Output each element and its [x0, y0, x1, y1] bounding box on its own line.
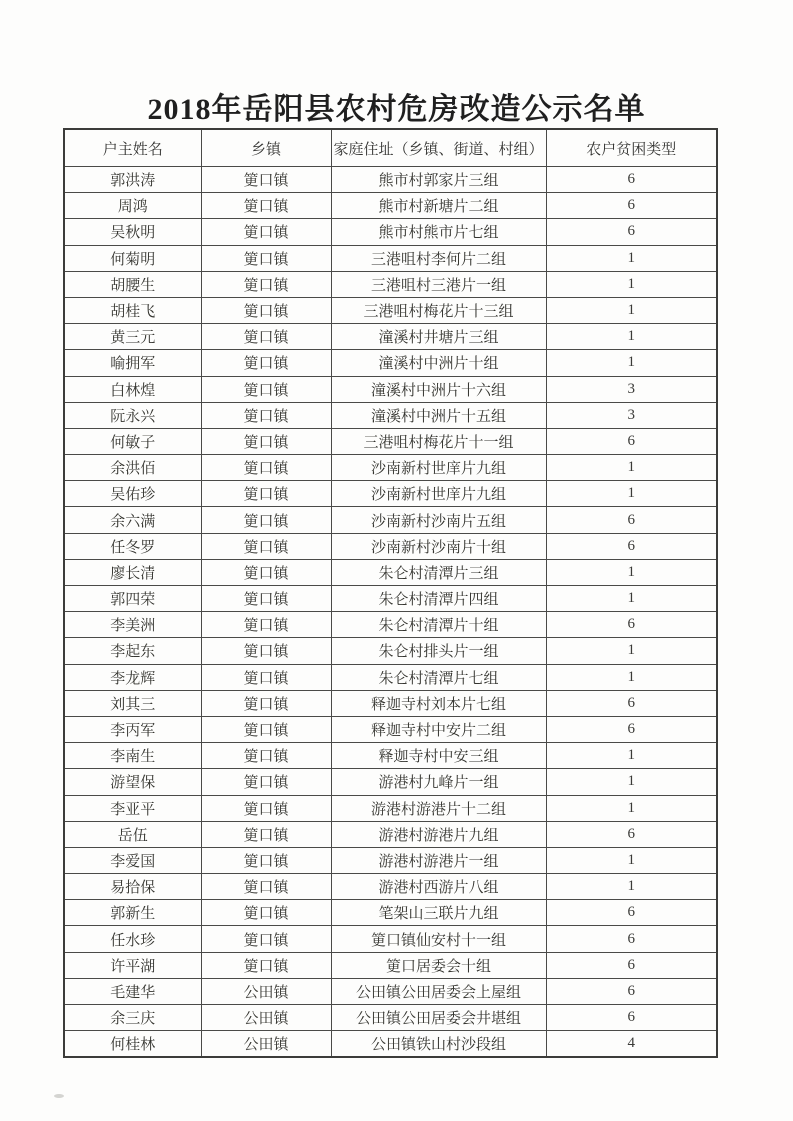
cell-householder-name: 李亚平 — [64, 795, 201, 821]
cell-home-address: 三港咀村梅花片十一组 — [331, 428, 546, 454]
cell-poverty-type: 1 — [546, 664, 717, 690]
table-row — [64, 1031, 717, 1058]
cell-home-address: 游港村九峰片一组 — [331, 769, 546, 795]
table-row — [64, 874, 717, 900]
cell-poverty-type: 1 — [546, 847, 717, 873]
cell-township: 筻口镇 — [201, 245, 331, 271]
cell-township: 筻口镇 — [201, 297, 331, 323]
cell-home-address: 朱仑村清潭片四组 — [331, 586, 546, 612]
cell-poverty-type: 6 — [546, 533, 717, 559]
cell-poverty-type: 1 — [546, 245, 717, 271]
cell-householder-name: 李丙军 — [64, 716, 201, 742]
table-row — [64, 664, 717, 690]
column-header-householder-name: 户主姓名 — [64, 129, 201, 167]
cell-home-address: 笔架山三联片九组 — [331, 900, 546, 926]
cell-township: 筻口镇 — [201, 821, 331, 847]
cell-township: 筻口镇 — [201, 350, 331, 376]
cell-poverty-type: 6 — [546, 900, 717, 926]
table-row — [64, 690, 717, 716]
cell-poverty-type: 6 — [546, 219, 717, 245]
cell-poverty-type: 3 — [546, 376, 717, 402]
cell-householder-name: 易拾保 — [64, 874, 201, 900]
cell-householder-name: 余六满 — [64, 507, 201, 533]
table-body — [64, 167, 717, 1058]
cell-householder-name: 李龙辉 — [64, 664, 201, 690]
cell-poverty-type: 1 — [546, 874, 717, 900]
cell-householder-name: 李南生 — [64, 743, 201, 769]
cell-householder-name: 黄三元 — [64, 324, 201, 350]
table-row — [64, 297, 717, 323]
cell-poverty-type: 1 — [546, 350, 717, 376]
cell-householder-name: 廖长清 — [64, 559, 201, 585]
cell-township: 公田镇 — [201, 978, 331, 1004]
cell-township: 公田镇 — [201, 1031, 331, 1058]
cell-householder-name: 郭四荣 — [64, 586, 201, 612]
cell-householder-name: 毛建华 — [64, 978, 201, 1004]
table-row — [64, 559, 717, 585]
table-row — [64, 481, 717, 507]
cell-householder-name: 吴秋明 — [64, 219, 201, 245]
cell-home-address: 沙南新村沙南片十组 — [331, 533, 546, 559]
cell-householder-name: 李美洲 — [64, 612, 201, 638]
cell-poverty-type: 1 — [546, 586, 717, 612]
table-row — [64, 769, 717, 795]
cell-home-address: 筻口居委会十组 — [331, 952, 546, 978]
cell-poverty-type: 6 — [546, 1005, 717, 1031]
table-row — [64, 926, 717, 952]
cell-township: 筻口镇 — [201, 402, 331, 428]
cell-home-address: 释迦寺村中安片二组 — [331, 716, 546, 742]
cell-home-address: 游港村西游片八组 — [331, 874, 546, 900]
cell-poverty-type: 6 — [546, 428, 717, 454]
cell-township: 筻口镇 — [201, 271, 331, 297]
cell-poverty-type: 1 — [546, 271, 717, 297]
cell-township: 筻口镇 — [201, 716, 331, 742]
column-header-home-address: 家庭住址（乡镇、街道、村组） — [331, 129, 546, 167]
cell-home-address: 潼溪村中洲片十六组 — [331, 376, 546, 402]
cell-poverty-type: 1 — [546, 638, 717, 664]
cell-township: 筻口镇 — [201, 743, 331, 769]
table-row — [64, 612, 717, 638]
cell-home-address: 沙南新村沙南片五组 — [331, 507, 546, 533]
table-row — [64, 428, 717, 454]
table-row — [64, 847, 717, 873]
cell-township: 筻口镇 — [201, 507, 331, 533]
table-row — [64, 978, 717, 1004]
cell-home-address: 释迦寺村刘本片七组 — [331, 690, 546, 716]
cell-township: 筻口镇 — [201, 690, 331, 716]
cell-poverty-type: 1 — [546, 743, 717, 769]
cell-township: 筻口镇 — [201, 324, 331, 350]
cell-householder-name: 阮永兴 — [64, 402, 201, 428]
cell-poverty-type: 1 — [546, 559, 717, 585]
table-row — [64, 219, 717, 245]
table-row — [64, 1005, 717, 1031]
cell-householder-name: 周鸿 — [64, 193, 201, 219]
cell-home-address: 公田镇公田居委会上屋组 — [331, 978, 546, 1004]
cell-home-address: 潼溪村中洲片十五组 — [331, 402, 546, 428]
cell-home-address: 三港咀村三港片一组 — [331, 271, 546, 297]
cell-home-address: 释迦寺村中安三组 — [331, 743, 546, 769]
cell-householder-name: 何敏子 — [64, 428, 201, 454]
cell-householder-name: 郭新生 — [64, 900, 201, 926]
cell-poverty-type: 6 — [546, 926, 717, 952]
cell-householder-name: 刘其三 — [64, 690, 201, 716]
cell-poverty-type: 6 — [546, 167, 717, 193]
cell-householder-name: 任冬罗 — [64, 533, 201, 559]
table-row — [64, 455, 717, 481]
table-row — [64, 586, 717, 612]
cell-home-address: 沙南新村世庠片九组 — [331, 455, 546, 481]
table-row — [64, 795, 717, 821]
table-row — [64, 167, 717, 193]
cell-township: 筻口镇 — [201, 455, 331, 481]
cell-township: 筻口镇 — [201, 481, 331, 507]
housing-renovation-table — [63, 128, 718, 1058]
cell-township: 筻口镇 — [201, 900, 331, 926]
cell-home-address: 游港村游港片九组 — [331, 821, 546, 847]
cell-township: 筻口镇 — [201, 874, 331, 900]
cell-township: 筻口镇 — [201, 952, 331, 978]
cell-householder-name: 李爱国 — [64, 847, 201, 873]
cell-home-address: 朱仑村排头片一组 — [331, 638, 546, 664]
cell-poverty-type: 1 — [546, 481, 717, 507]
cell-township: 筻口镇 — [201, 926, 331, 952]
table-row — [64, 900, 717, 926]
cell-poverty-type: 1 — [546, 324, 717, 350]
cell-home-address: 朱仑村清潭片三组 — [331, 559, 546, 585]
cell-home-address: 游港村游港片一组 — [331, 847, 546, 873]
cell-poverty-type: 6 — [546, 507, 717, 533]
cell-householder-name: 胡腰生 — [64, 271, 201, 297]
cell-township: 筻口镇 — [201, 533, 331, 559]
cell-poverty-type: 1 — [546, 297, 717, 323]
cell-township: 筻口镇 — [201, 847, 331, 873]
cell-home-address: 三港咀村梅花片十三组 — [331, 297, 546, 323]
cell-poverty-type: 6 — [546, 690, 717, 716]
cell-poverty-type: 3 — [546, 402, 717, 428]
cell-home-address: 熊市村郭家片三组 — [331, 167, 546, 193]
table-row — [64, 245, 717, 271]
cell-home-address: 朱仑村清潭片七组 — [331, 664, 546, 690]
table-row — [64, 402, 717, 428]
cell-householder-name: 许平湖 — [64, 952, 201, 978]
table-row — [64, 507, 717, 533]
table-row — [64, 743, 717, 769]
table-row — [64, 638, 717, 664]
table-row — [64, 350, 717, 376]
cell-poverty-type: 1 — [546, 769, 717, 795]
cell-householder-name: 何菊明 — [64, 245, 201, 271]
cell-householder-name: 任水珍 — [64, 926, 201, 952]
cell-home-address: 沙南新村世庠片九组 — [331, 481, 546, 507]
cell-home-address: 潼溪村井塘片三组 — [331, 324, 546, 350]
table-row — [64, 533, 717, 559]
table-row — [64, 716, 717, 742]
cell-home-address: 朱仑村清潭片十组 — [331, 612, 546, 638]
scan-artifact — [54, 1094, 64, 1098]
cell-township: 筻口镇 — [201, 664, 331, 690]
cell-home-address: 熊市村新塘片二组 — [331, 193, 546, 219]
cell-householder-name: 郭洪涛 — [64, 167, 201, 193]
cell-poverty-type: 1 — [546, 795, 717, 821]
cell-township: 筻口镇 — [201, 193, 331, 219]
cell-householder-name: 李起东 — [64, 638, 201, 664]
cell-poverty-type: 6 — [546, 821, 717, 847]
cell-poverty-type: 6 — [546, 716, 717, 742]
cell-householder-name: 余洪佰 — [64, 455, 201, 481]
cell-township: 公田镇 — [201, 1005, 331, 1031]
cell-township: 筻口镇 — [201, 219, 331, 245]
column-header-poverty-type: 农户贫困类型 — [546, 129, 717, 167]
cell-township: 筻口镇 — [201, 769, 331, 795]
table-header-row — [64, 129, 717, 167]
cell-poverty-type: 1 — [546, 455, 717, 481]
cell-township: 筻口镇 — [201, 795, 331, 821]
table-row — [64, 193, 717, 219]
cell-poverty-type: 6 — [546, 978, 717, 1004]
cell-home-address: 游港村游港片十二组 — [331, 795, 546, 821]
cell-home-address: 筻口镇仙安村十一组 — [331, 926, 546, 952]
table-row — [64, 952, 717, 978]
column-header-township: 乡镇 — [201, 129, 331, 167]
cell-poverty-type: 4 — [546, 1031, 717, 1058]
cell-householder-name: 胡桂飞 — [64, 297, 201, 323]
cell-householder-name: 余三庆 — [64, 1005, 201, 1031]
cell-home-address: 潼溪村中洲片十组 — [331, 350, 546, 376]
cell-poverty-type: 6 — [546, 952, 717, 978]
cell-householder-name: 喻拥军 — [64, 350, 201, 376]
cell-township: 筻口镇 — [201, 559, 331, 585]
cell-householder-name: 岳伍 — [64, 821, 201, 847]
table-row — [64, 324, 717, 350]
table-row — [64, 376, 717, 402]
table-row — [64, 271, 717, 297]
cell-poverty-type: 6 — [546, 193, 717, 219]
cell-township: 筻口镇 — [201, 638, 331, 664]
cell-home-address: 公田镇铁山村沙段组 — [331, 1031, 546, 1058]
cell-home-address: 三港咀村李何片二组 — [331, 245, 546, 271]
cell-home-address: 熊市村熊市片七组 — [331, 219, 546, 245]
cell-householder-name: 游望保 — [64, 769, 201, 795]
cell-township: 筻口镇 — [201, 612, 331, 638]
cell-township: 筻口镇 — [201, 167, 331, 193]
page-title: 2018年岳阳县农村危房改造公示名单 — [147, 93, 646, 126]
cell-home-address: 公田镇公田居委会井堪组 — [331, 1005, 546, 1031]
table-row — [64, 821, 717, 847]
cell-township: 筻口镇 — [201, 376, 331, 402]
cell-poverty-type: 6 — [546, 612, 717, 638]
cell-householder-name: 白林煌 — [64, 376, 201, 402]
cell-township: 筻口镇 — [201, 428, 331, 454]
cell-householder-name: 何桂林 — [64, 1031, 201, 1058]
cell-householder-name: 吴佑珍 — [64, 481, 201, 507]
cell-township: 筻口镇 — [201, 586, 331, 612]
